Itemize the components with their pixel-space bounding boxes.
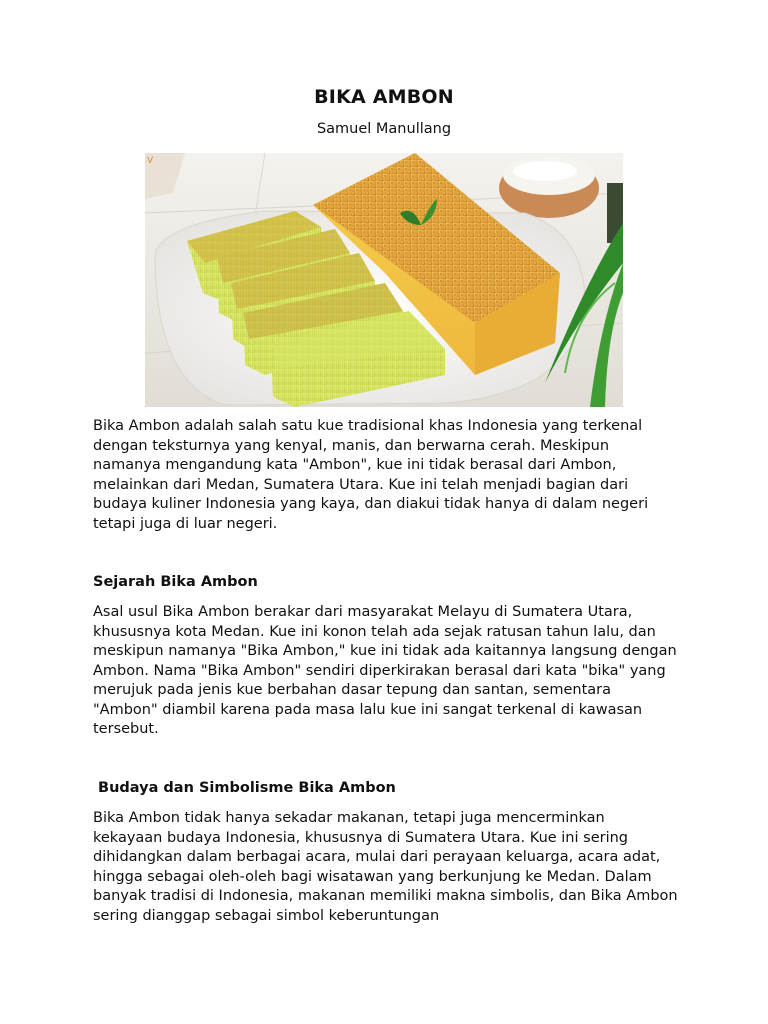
bika-ambon-photo [145,153,623,407]
culture-heading: Budaya dan Simbolisme Bika Ambon [93,780,396,796]
history-heading: Sejarah Bika Ambon [93,574,258,590]
svg-text:V: V [147,156,154,166]
history-paragraph: Asal usul Bika Ambon berakar dari masyarakat Melayu di Sumatera Utara, khususnya kota Medan. Kue ini konon telah ada sejak ratusan tahun lalu, dan meskipun namanya "Bika Ambon," kue ini tidak ada kaitannya langsung dengan Ambon. Nama "Bika Ambon" sendiri diperkirakan berasal dari kata "bika" yang merujuk pada jenis kue berbahan dasar tepung dan santan, sementara "Ambon" diambil karena pada masa lalu kue ini sangat terkenal di kawasan tersebut. [93,604,677,737]
intro-paragraph: Bika Ambon adalah salah satu kue tradisional khas Indonesia yang terkenal dengan teksturnya yang kenyal, manis, dan berwarna cerah. Meskipun namanya mengandung kata "Ambon", kue ini tidak berasal dari Ambon, melainkan dari Medan, Sumatera Utara. Kue ini telah menjadi bagian dari budaya kuliner Indonesia yang kaya, dan diakui tidak hanya di dalam negeri tetapi juga di luar negeri. [93,418,649,532]
author-name: Samuel Manullang [316,121,452,137]
culture-paragraph: Bika Ambon tidak hanya sekadar makanan, tetapi juga mencerminkan kekayaan budaya Indonesia, khususnya di Sumatera Utara. Kue ini sering dihidangkan dalam berbagai acara, mulai dari perayaan keluarga, acara adat, hingga sebagai oleh-oleh bagi wisatawan yang berkunjung ke Medan. Dalam banyak tradisi di Indonesia, makanan memiliki makna simbolis, dan Bika Ambon sering dianggap sebagai simbol keberuntungan [93,810,678,924]
page-title: BIKA AMBON [314,86,454,108]
